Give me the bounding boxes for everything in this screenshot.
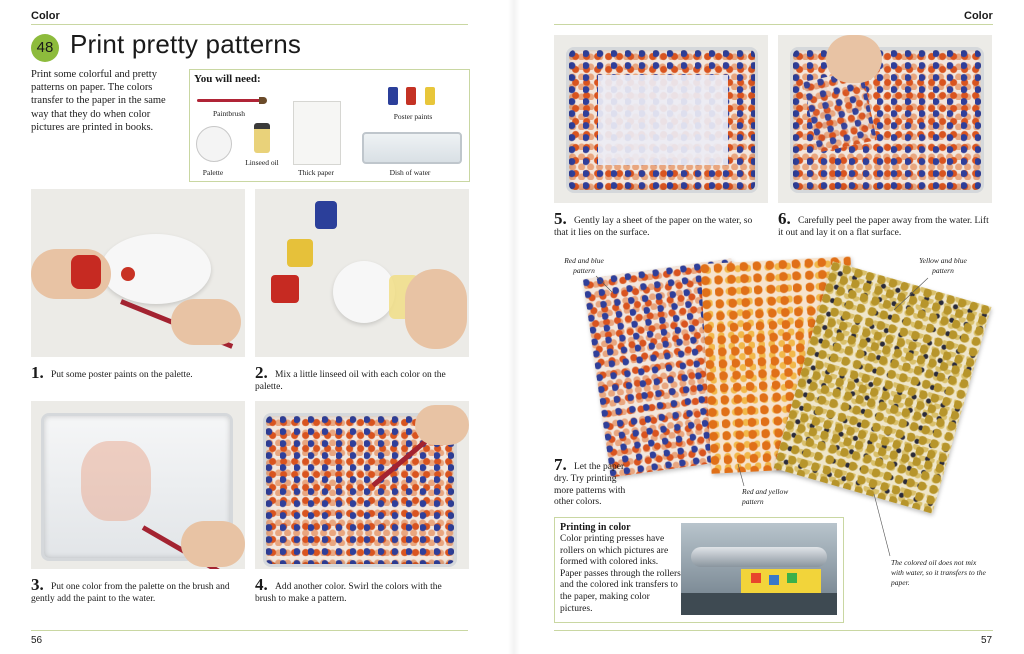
label-red-yellow: Red and yellow pattern: [742, 487, 789, 506]
step-2-number: 2.: [255, 363, 268, 382]
label-yellow-blue: Yellow and blue pattern: [919, 256, 967, 275]
brush-tip-icon: [259, 97, 267, 104]
pouring-hand: [405, 269, 467, 349]
item-palette: Palette: [202, 168, 224, 177]
leader-line-red-blue: [596, 276, 612, 292]
print-dot-blue: [769, 575, 779, 585]
step-3-photo: [31, 401, 245, 569]
you-will-need-heading: You will need:: [194, 73, 261, 85]
right-hand: [171, 299, 241, 345]
roller-1: [691, 547, 827, 567]
label-oil-note: The colored oil does not mix with water, so it transfers to the paper.: [891, 558, 986, 587]
left-page-number: 56: [31, 635, 43, 646]
blue-pot: [315, 201, 337, 229]
step-2-text: Mix a little linseed oil with each color on the palette.: [255, 370, 446, 392]
step-1-number: 1.: [31, 363, 44, 382]
leader-line-red-yellow: [738, 464, 744, 486]
right-section-label: Color: [964, 10, 993, 22]
printing-in-color-heading: Printing in color: [560, 522, 631, 533]
press-base: [681, 593, 837, 615]
dish-of-water-icon: [362, 132, 462, 164]
step-6-text: Carefully peel the paper away from the water. Lift it out and lay it on a flat surface.: [778, 216, 989, 238]
hand-3: [181, 521, 245, 567]
hand-4: [415, 405, 469, 445]
item-thick-paper: Thick paper: [297, 168, 335, 177]
thick-paper-icon: [293, 101, 341, 165]
red-paint-dab: [121, 267, 135, 281]
step-2-photo: [255, 189, 469, 357]
item-dish-of-water: Dish of water: [389, 168, 431, 177]
linseed-oil-bottle-icon: [254, 123, 270, 153]
leader-line-oil-note: [874, 494, 890, 556]
item-poster-paints: Poster paints: [393, 112, 433, 121]
book-gutter: [508, 0, 520, 654]
step-5-photo: [554, 35, 768, 203]
right-footer-rule: [554, 630, 993, 631]
yellow-paint-icon: [425, 87, 435, 105]
step-1-photo: [31, 189, 245, 357]
step-4-text: Add another color. Swirl the colors with the brush to make a pattern.: [255, 582, 442, 604]
step-7-number: 7.: [554, 455, 567, 474]
step-5-text: Gently lay a sheet of the paper on the water, so that it lies on the surface.: [554, 216, 753, 238]
paintbrush-icon: [197, 99, 263, 102]
step-6-number: 6.: [778, 209, 791, 228]
step-3-text: Put one color from the palette on the brush and gently add the paint to the water.: [31, 582, 230, 604]
print-dot-red: [751, 573, 761, 583]
blue-paint-icon: [388, 87, 398, 105]
hand-6: [826, 35, 882, 83]
left-footer-rule: [31, 630, 468, 631]
intro-text: Print some colorful and pretty patterns on paper. The colors transfer to the paper in the same way that they do when color pictures are printed in books.: [31, 69, 166, 133]
red-paint-icon: [406, 87, 416, 105]
step-3-number: 3.: [31, 575, 44, 594]
palette-shape: [101, 234, 211, 304]
activity-number-badge: 48: [31, 34, 59, 62]
palette-icon: [196, 126, 232, 162]
page-title: Print pretty patterns: [70, 29, 302, 59]
paint-swirl: [81, 441, 151, 521]
step-7-text: Let the paper dry. Try printing more patterns with other colors.: [554, 462, 626, 508]
palette-shape-2: [333, 261, 395, 323]
red-pot: [271, 275, 299, 303]
printing-in-color-text: Color printing presses have rollers on which pictures are formed with colored inks. Paper passes through the rollers and the colored ink transfers to the paper, making color pictures.: [560, 534, 681, 614]
print-dot-green: [787, 573, 797, 583]
right-page-number: 57: [981, 635, 993, 646]
printing-press-photo: [681, 523, 837, 615]
step-4-number: 4.: [255, 575, 268, 594]
paper-on-water: [598, 75, 728, 165]
item-linseed-oil: Linseed oil: [245, 158, 279, 167]
step-5-number: 5.: [554, 209, 567, 228]
leader-line-yellow-blue: [894, 278, 928, 310]
step-6-photo: [778, 35, 992, 203]
step-1-text: Put some poster paints on the palette.: [51, 370, 193, 380]
left-section-label: Color: [31, 10, 60, 22]
item-paintbrush: Paintbrush: [212, 109, 246, 118]
yellow-pot: [287, 239, 313, 267]
red-paint-pot: [71, 255, 101, 289]
left-header-rule: [31, 24, 468, 25]
step-4-photo: [255, 401, 469, 569]
right-header-rule: [554, 24, 993, 25]
label-red-blue: Red and blue pattern: [564, 256, 604, 275]
